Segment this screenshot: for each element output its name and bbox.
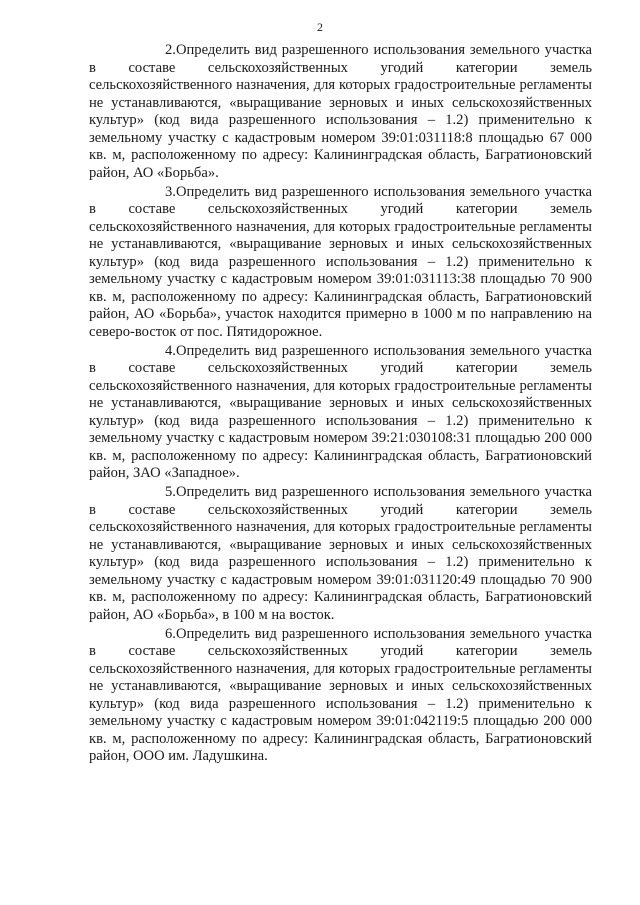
item-text: Определить вид разрешенного использования земельного участка в составе сельскохозяйственных угодий категории земель сельскохозяйственного назначения, для которых градостроительные регламенты не устанавливаются, «выращивание зерновых и иных сельскохозяйственных культур» (код вида разрешенного использования – 1.2) применительно к земельному участку с кадастровым номером 39:01:031118:8 площадью 67 000 кв. м, расположенному по адресу: Калининградская область, Багратионовский район, АО «Борьба». [89,42,592,181]
list-item [89,484,592,624]
list-item [89,42,592,182]
list-item [89,343,592,483]
item-text: Определить вид разрешенного использования земельного участка в составе сельскохозяйственных угодий категории земель сельскохозяйственного назначения, для которых градостроительные регламенты не устанавливаются, «выращивание зерновых и иных сельскохозяйственных культур» (код вида разрешенного использования – 1.2) применительно к земельному участку с кадастровым номером 39:01:031113:38 площадью 70 900 кв. м, расположенному по адресу: Калининградская область, Багратионовский район, АО «Борьба», участок находится примерно в 1000 м по направлению на северо-восток от пос. Пятидорожное. [89,183,592,340]
item-number: 2. [165,42,176,58]
document-body [89,42,592,767]
page-number: 2 [317,20,323,34]
item-text: Определить вид разрешенного использования земельного участка в составе сельскохозяйственных угодий категории земель сельскохозяйственного назначения, для которых градостроительные регламенты не устанавливаются, «выращивание зерновых и иных сельскохозяйственных культур» (код вида разрешенного использования – 1.2) применительно к земельному участку с кадастровым номером 39:01:031120:49 площадью 70 900 кв. м, расположенному по адресу: Калининградская область, Багратионовский район, АО «Борьба», в 100 м на восток. [89,484,592,623]
item-number: 5. [165,484,176,500]
item-number: 4. [165,342,176,359]
list-item [89,184,592,342]
item-text: Определить вид разрешенного использования земельного участка в составе сельскохозяйственных угодий категории земель сельскохозяйственного назначения, для которых градостроительные регламенты не устанавливаются, «выращивание зерновых и иных сельскохозяйственных культур» (код вида разрешенного использования – 1.2) применительно к земельному участку с кадастровым номером 39:21:030108:31 площадью 200 000 кв. м, расположенному по адресу: Калининградская область, Багратионовский район, ЗАО «Западное». [89,342,592,481]
item-text: Определить вид разрешенного использования земельного участка в составе сельскохозяйственных угодий категории земель сельскохозяйственного назначения, для которых градостроительные регламенты не устанавливаются, «выращивание зерновых и иных сельскохозяйственных культур» (код вида разрешенного использования – 1.2) применительно к земельному участку с кадастровым номером 39:01:042119:5 площадью 200 000 кв. м, расположенному по адресу: Калининградская область, Багратионовский район, ООО им. Ладушкина. [89,625,592,764]
list-item [89,626,592,766]
item-number: 6. [165,625,176,642]
item-number: 3. [165,183,176,200]
